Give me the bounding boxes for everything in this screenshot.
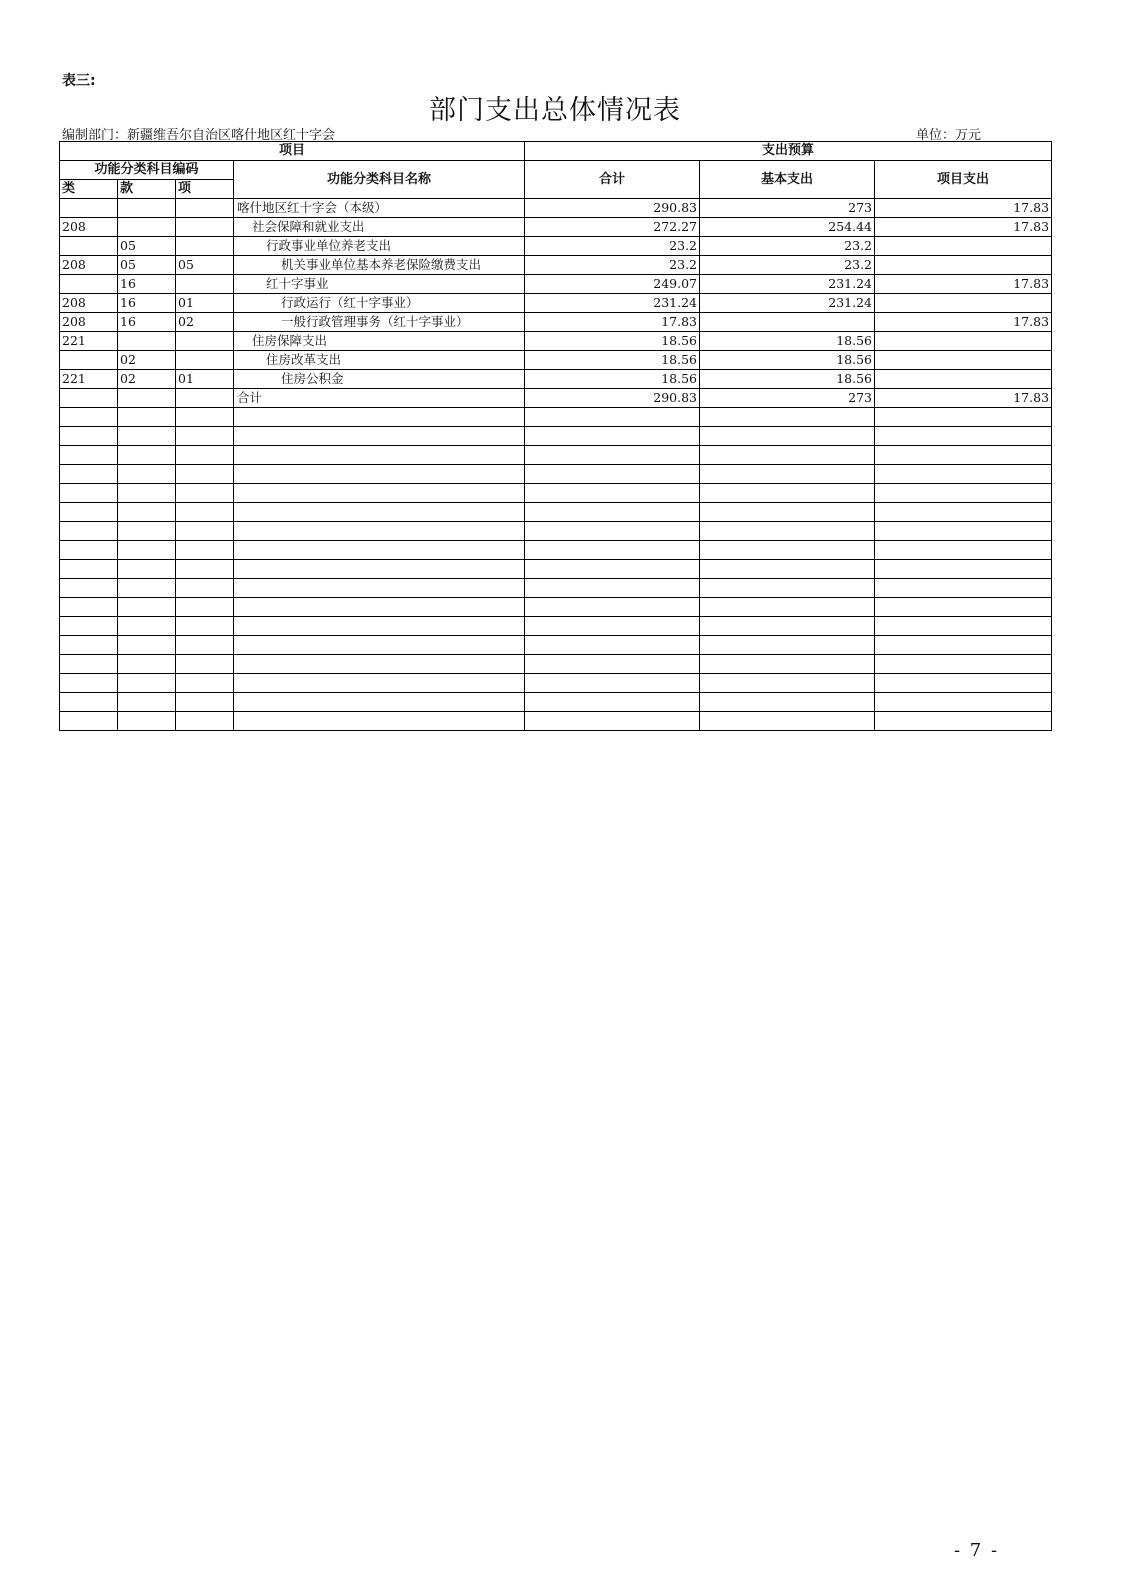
empty-cell — [525, 465, 700, 484]
empty-cell — [60, 522, 118, 541]
table-label: 表三: — [62, 73, 96, 89]
empty-row — [60, 617, 1052, 636]
header-project-exp: 项目支出 — [875, 161, 1052, 199]
empty-cell — [60, 446, 118, 465]
empty-cell — [234, 598, 525, 617]
cell-total: 290.83 — [525, 389, 700, 408]
empty-row — [60, 655, 1052, 674]
cell-basic: 18.56 — [700, 351, 875, 370]
compiling-department: 编制部门：新疆维吾尔自治区喀什地区红十字会 — [62, 128, 336, 143]
empty-row — [60, 484, 1052, 503]
empty-cell — [234, 693, 525, 712]
empty-cell — [234, 655, 525, 674]
empty-cell — [60, 541, 118, 560]
empty-cell — [176, 655, 234, 674]
empty-cell — [176, 427, 234, 446]
cell-total: 17.83 — [525, 313, 700, 332]
cell-basic: 254.44 — [700, 218, 875, 237]
empty-cell — [700, 503, 875, 522]
cell-total: 23.2 — [525, 256, 700, 275]
cell-kuan: 05 — [118, 256, 176, 275]
empty-cell — [176, 522, 234, 541]
empty-row — [60, 560, 1052, 579]
empty-cell — [875, 712, 1052, 731]
empty-cell — [60, 465, 118, 484]
cell-basic: 23.2 — [700, 256, 875, 275]
table-row — [60, 332, 1052, 351]
cell-basic: 18.56 — [700, 370, 875, 389]
empty-cell — [525, 617, 700, 636]
empty-cell — [118, 522, 176, 541]
empty-cell — [525, 712, 700, 731]
cell-xiang: 02 — [176, 313, 234, 332]
empty-cell — [525, 427, 700, 446]
empty-cell — [875, 655, 1052, 674]
cell-xiang: 01 — [176, 370, 234, 389]
table-row — [60, 370, 1052, 389]
cell-total: 18.56 — [525, 370, 700, 389]
empty-cell — [176, 446, 234, 465]
empty-cell — [875, 446, 1052, 465]
cell-name: 行政事业单位养老支出 — [234, 237, 525, 256]
cell-project: 17.83 — [875, 218, 1052, 237]
cell-basic: 273 — [700, 389, 875, 408]
cell-total: 18.56 — [525, 351, 700, 370]
empty-cell — [118, 560, 176, 579]
empty-cell — [60, 408, 118, 427]
empty-cell — [176, 579, 234, 598]
cell-kuan — [118, 389, 176, 408]
cell-lei — [60, 389, 118, 408]
cell-lei: 208 — [60, 256, 118, 275]
empty-cell — [875, 541, 1052, 560]
empty-cell — [118, 503, 176, 522]
cell-lei: 208 — [60, 294, 118, 313]
empty-cell — [176, 617, 234, 636]
empty-cell — [700, 579, 875, 598]
empty-cell — [60, 636, 118, 655]
unit-label: 单位：万元 — [916, 128, 982, 143]
header-xiang: 项 — [176, 180, 234, 199]
empty-cell — [700, 674, 875, 693]
empty-cell — [234, 579, 525, 598]
cell-lei: 208 — [60, 218, 118, 237]
cell-total: 290.83 — [525, 199, 700, 218]
table-row — [60, 313, 1052, 332]
cell-name: 合计 — [234, 389, 525, 408]
cell-xiang — [176, 389, 234, 408]
cell-kuan: 05 — [118, 237, 176, 256]
empty-cell — [60, 655, 118, 674]
empty-cell — [875, 408, 1052, 427]
table-row — [60, 237, 1052, 256]
empty-cell — [176, 503, 234, 522]
empty-cell — [875, 484, 1052, 503]
empty-cell — [700, 598, 875, 617]
empty-cell — [118, 579, 176, 598]
empty-row — [60, 465, 1052, 484]
cell-total: 231.24 — [525, 294, 700, 313]
empty-cell — [234, 465, 525, 484]
header-kuan: 款 — [118, 180, 176, 199]
header-project: 项目 — [60, 142, 525, 161]
empty-cell — [176, 484, 234, 503]
empty-cell — [875, 617, 1052, 636]
empty-cell — [700, 408, 875, 427]
cell-xiang — [176, 351, 234, 370]
empty-row — [60, 522, 1052, 541]
empty-cell — [60, 427, 118, 446]
empty-cell — [176, 465, 234, 484]
cell-name: 一般行政管理事务（红十字事业） — [234, 313, 525, 332]
empty-cell — [875, 693, 1052, 712]
empty-cell — [118, 712, 176, 731]
empty-cell — [525, 560, 700, 579]
cell-basic — [700, 313, 875, 332]
empty-cell — [234, 674, 525, 693]
cell-kuan: 16 — [118, 313, 176, 332]
empty-cell — [700, 712, 875, 731]
empty-cell — [234, 503, 525, 522]
cell-xiang — [176, 275, 234, 294]
cell-kuan: 02 — [118, 370, 176, 389]
empty-row — [60, 598, 1052, 617]
empty-cell — [176, 541, 234, 560]
empty-cell — [875, 636, 1052, 655]
empty-cell — [234, 446, 525, 465]
empty-cell — [875, 503, 1052, 522]
cell-name: 红十字事业 — [234, 275, 525, 294]
empty-cell — [234, 408, 525, 427]
empty-cell — [525, 636, 700, 655]
empty-cell — [118, 541, 176, 560]
cell-total: 18.56 — [525, 332, 700, 351]
empty-cell — [525, 408, 700, 427]
empty-cell — [60, 617, 118, 636]
cell-basic: 231.24 — [700, 275, 875, 294]
empty-cell — [176, 712, 234, 731]
empty-cell — [118, 693, 176, 712]
table-body — [60, 199, 1052, 731]
empty-cell — [700, 522, 875, 541]
cell-lei: 221 — [60, 370, 118, 389]
empty-cell — [60, 712, 118, 731]
cell-project — [875, 237, 1052, 256]
empty-cell — [234, 484, 525, 503]
empty-cell — [525, 484, 700, 503]
empty-row — [60, 503, 1052, 522]
empty-cell — [700, 484, 875, 503]
empty-cell — [60, 560, 118, 579]
cell-total: 249.07 — [525, 275, 700, 294]
cell-name: 行政运行（红十字事业） — [234, 294, 525, 313]
empty-row — [60, 636, 1052, 655]
empty-row — [60, 674, 1052, 693]
empty-cell — [60, 579, 118, 598]
table-row — [60, 389, 1052, 408]
empty-cell — [875, 465, 1052, 484]
empty-cell — [118, 484, 176, 503]
cell-project — [875, 351, 1052, 370]
empty-cell — [525, 674, 700, 693]
cell-xiang — [176, 218, 234, 237]
empty-cell — [118, 674, 176, 693]
empty-row — [60, 408, 1052, 427]
empty-cell — [176, 636, 234, 655]
cell-basic: 273 — [700, 199, 875, 218]
empty-cell — [176, 598, 234, 617]
page-title: 部门支出总体情况表 — [429, 95, 681, 126]
empty-cell — [875, 522, 1052, 541]
empty-cell — [234, 617, 525, 636]
empty-cell — [176, 693, 234, 712]
empty-row — [60, 446, 1052, 465]
empty-cell — [118, 408, 176, 427]
table-row — [60, 218, 1052, 237]
cell-name: 机关事业单位基本养老保险缴费支出 — [234, 256, 525, 275]
cell-total: 272.27 — [525, 218, 700, 237]
empty-cell — [60, 598, 118, 617]
empty-cell — [118, 655, 176, 674]
empty-cell — [525, 503, 700, 522]
cell-name: 喀什地区红十字会（本级） — [234, 199, 525, 218]
empty-cell — [60, 674, 118, 693]
empty-cell — [700, 541, 875, 560]
cell-xiang: 01 — [176, 294, 234, 313]
empty-row — [60, 579, 1052, 598]
expenditure-table — [59, 141, 1052, 731]
empty-cell — [700, 636, 875, 655]
cell-project: 17.83 — [875, 313, 1052, 332]
table-row — [60, 199, 1052, 218]
empty-cell — [525, 522, 700, 541]
empty-cell — [60, 484, 118, 503]
empty-cell — [700, 560, 875, 579]
cell-lei: 208 — [60, 313, 118, 332]
empty-cell — [234, 560, 525, 579]
empty-cell — [700, 427, 875, 446]
cell-project — [875, 332, 1052, 351]
cell-kuan: 16 — [118, 275, 176, 294]
empty-cell — [234, 712, 525, 731]
empty-cell — [176, 560, 234, 579]
cell-name: 住房保障支出 — [234, 332, 525, 351]
cell-lei — [60, 237, 118, 256]
empty-cell — [60, 693, 118, 712]
cell-basic: 18.56 — [700, 332, 875, 351]
cell-project — [875, 256, 1052, 275]
cell-xiang — [176, 237, 234, 256]
empty-cell — [176, 674, 234, 693]
empty-cell — [525, 446, 700, 465]
cell-project: 17.83 — [875, 389, 1052, 408]
cell-xiang: 05 — [176, 256, 234, 275]
empty-cell — [234, 522, 525, 541]
empty-cell — [525, 693, 700, 712]
empty-cell — [700, 693, 875, 712]
header-name: 功能分类科目名称 — [234, 161, 525, 199]
cell-project: 17.83 — [875, 199, 1052, 218]
cell-name: 住房改革支出 — [234, 351, 525, 370]
cell-lei — [60, 275, 118, 294]
empty-cell — [875, 579, 1052, 598]
header-code-group: 功能分类科目编码 — [60, 161, 234, 180]
empty-cell — [234, 541, 525, 560]
cell-total: 23.2 — [525, 237, 700, 256]
empty-cell — [118, 617, 176, 636]
empty-cell — [118, 598, 176, 617]
cell-lei — [60, 199, 118, 218]
empty-cell — [875, 560, 1052, 579]
empty-cell — [525, 579, 700, 598]
header-total: 合计 — [525, 161, 700, 199]
table-row — [60, 275, 1052, 294]
empty-cell — [525, 655, 700, 674]
empty-cell — [700, 465, 875, 484]
empty-cell — [234, 427, 525, 446]
empty-cell — [875, 427, 1052, 446]
empty-cell — [875, 598, 1052, 617]
empty-row — [60, 712, 1052, 731]
header-lei: 类 — [60, 180, 118, 199]
empty-cell — [118, 446, 176, 465]
cell-name: 社会保障和就业支出 — [234, 218, 525, 237]
cell-kuan: 02 — [118, 351, 176, 370]
cell-basic: 231.24 — [700, 294, 875, 313]
empty-cell — [700, 446, 875, 465]
empty-cell — [118, 636, 176, 655]
table-row — [60, 294, 1052, 313]
table-row — [60, 256, 1052, 275]
cell-xiang — [176, 332, 234, 351]
cell-project — [875, 294, 1052, 313]
empty-row — [60, 693, 1052, 712]
cell-lei — [60, 351, 118, 370]
empty-cell — [700, 655, 875, 674]
header-basic: 基本支出 — [700, 161, 875, 199]
empty-cell — [875, 674, 1052, 693]
empty-cell — [118, 465, 176, 484]
cell-name: 住房公积金 — [234, 370, 525, 389]
cell-kuan — [118, 218, 176, 237]
header-budget: 支出预算 — [525, 142, 1052, 161]
cell-kuan — [118, 332, 176, 351]
empty-cell — [234, 636, 525, 655]
cell-lei: 221 — [60, 332, 118, 351]
empty-cell — [118, 427, 176, 446]
empty-cell — [60, 503, 118, 522]
empty-cell — [176, 408, 234, 427]
cell-basic: 23.2 — [700, 237, 875, 256]
empty-cell — [700, 617, 875, 636]
empty-row — [60, 541, 1052, 560]
cell-project: 17.83 — [875, 275, 1052, 294]
table-row — [60, 351, 1052, 370]
empty-cell — [525, 541, 700, 560]
cell-kuan — [118, 199, 176, 218]
cell-kuan: 16 — [118, 294, 176, 313]
cell-project — [875, 370, 1052, 389]
page-number: - 7 - — [954, 1540, 1000, 1561]
empty-row — [60, 427, 1052, 446]
empty-cell — [525, 598, 700, 617]
cell-xiang — [176, 199, 234, 218]
